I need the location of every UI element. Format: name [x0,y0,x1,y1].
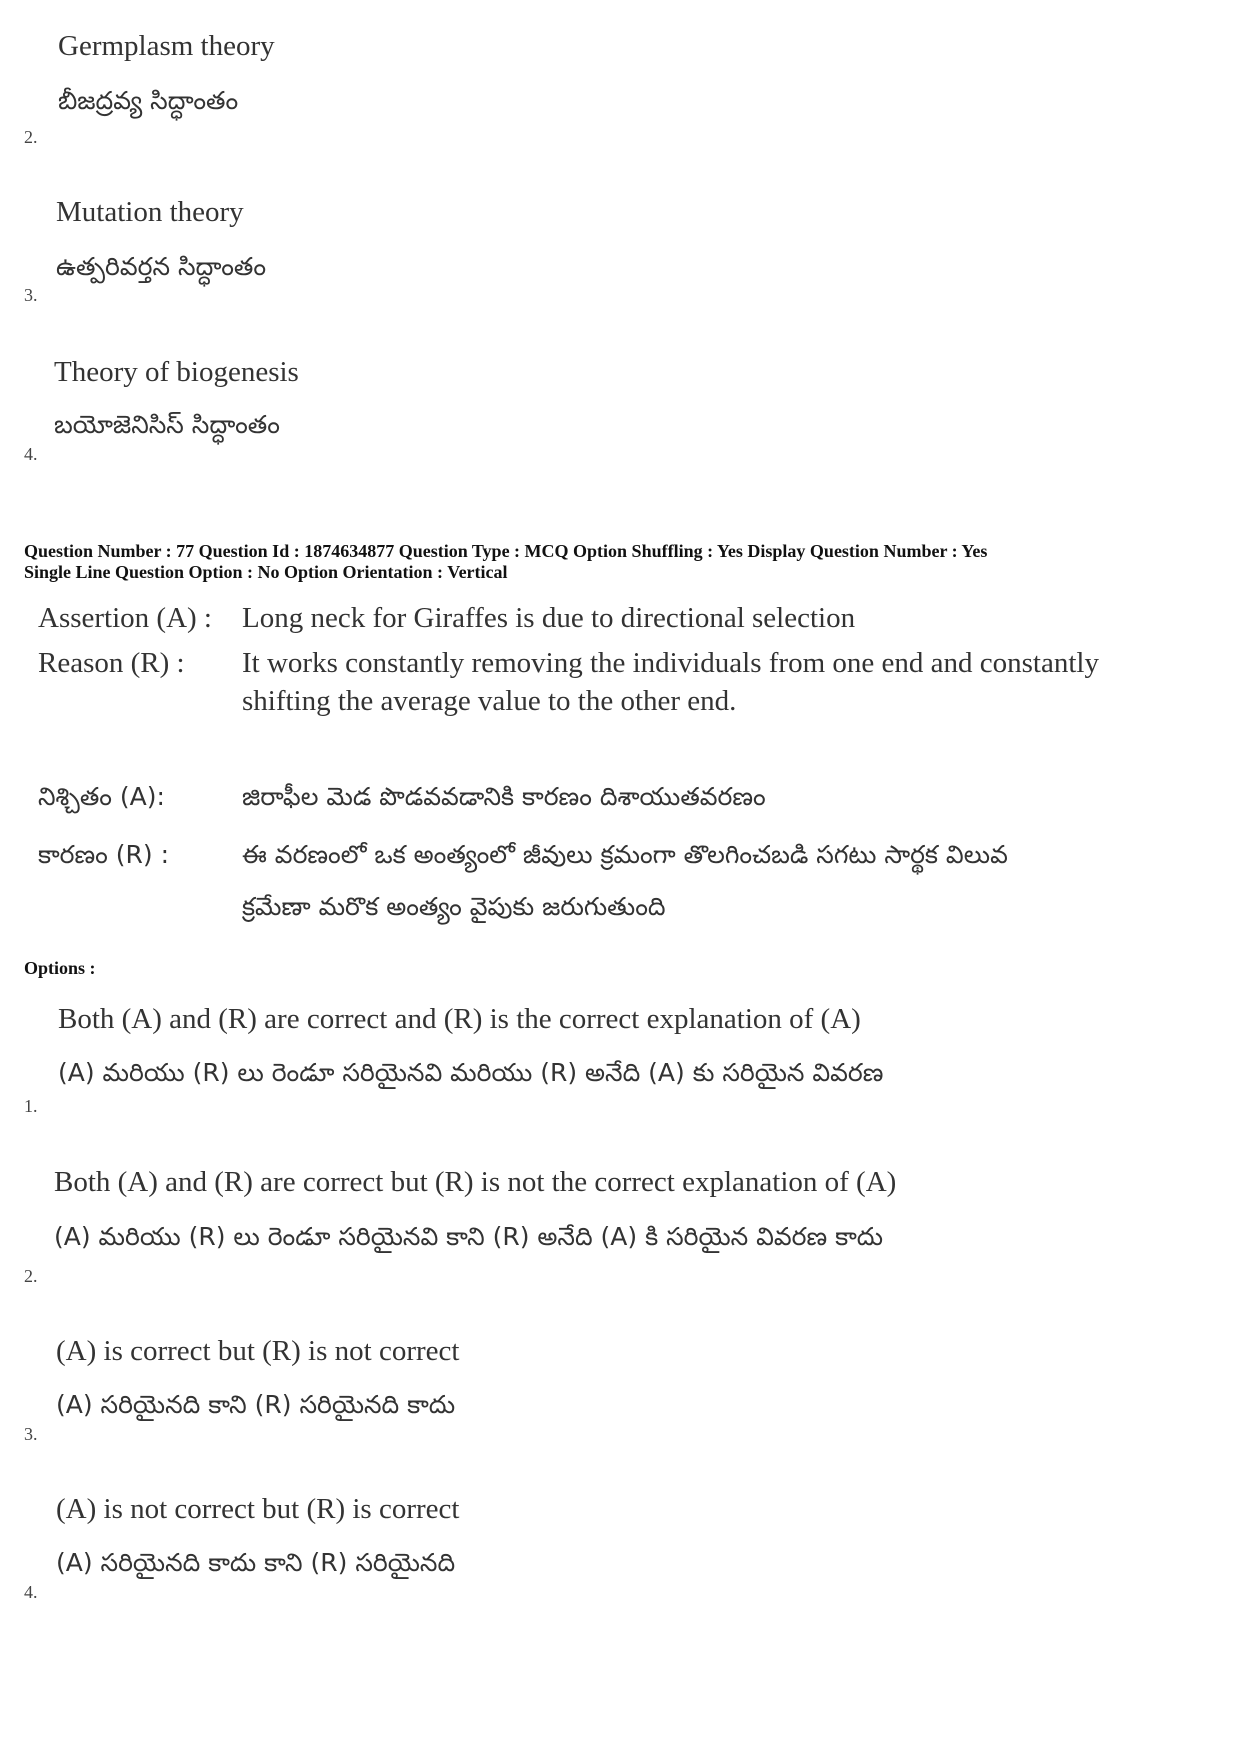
telugu-assertion-text: జిరాఫీల మెడ పొడవవడానికి కారణం దిశాయుతవరణం [242,782,766,811]
option-3-telugu: (A) సరియైనది కాని (R) సరియైనది కాదు [56,1390,456,1419]
prev-option-3-english: Mutation theory [56,196,244,228]
option-1-telugu: (A) మరియు (R) లు రెండూ సరియైనవి మరియు (R) అనేది (A) కు సరియైన వివరణ [58,1058,884,1087]
prev-option-2-english: Germplasm theory [58,30,275,62]
reason-text-line-2: shifting the average value to the other end. [242,685,737,717]
option-1-number: 1. [24,1096,38,1116]
question-meta-line-1: Question Number : 77 Question Id : 1874634877 Question Type : MCQ Option Shuffling : Yes Display Question Number : Yes [24,541,988,561]
telugu-reason-text-line-1: ఈ వరణంలో ఒక అంత్యంలో జీవులు క్రమంగా తొలగించబడి సగటు సార్థక విలువ [242,840,1008,869]
options-label: Options : [24,958,96,978]
option-2-telugu: (A) మరియు (R) లు రెండూ సరియైనవి కాని (R) అనేది (A) కి సరియైన వివరణ కాదు [54,1222,884,1251]
assertion-label: Assertion (A) : [38,602,212,634]
option-2-number: 2. [24,1266,38,1286]
option-3-english: (A) is correct but (R) is not correct [56,1335,460,1367]
option-4-english: (A) is not correct but (R) is correct [56,1493,460,1525]
prev-option-4-english: Theory of biogenesis [54,356,299,388]
reason-label: Reason (R) : [38,647,185,679]
question-meta-line-2: Single Line Question Option : No Option Orientation : Vertical [24,562,508,582]
option-4-number: 4. [24,1582,38,1602]
prev-option-3-number: 3. [24,285,38,305]
prev-option-2-telugu: బీజద్రవ్య సిద్ధాంతం [58,86,239,115]
option-2-english: Both (A) and (R) are correct but (R) is not the correct explanation of (A) [54,1166,897,1198]
option-4-telugu: (A) సరియైనది కాదు కాని (R) సరియైనది [56,1548,456,1577]
telugu-assertion-label: నిశ్చితం (A): [38,782,165,811]
prev-option-3-telugu: ఉత్పరివర్తన సిద్ధాంతం [56,252,267,281]
reason-text-line-1: It works constantly removing the individuals from one end and constantly [242,647,1099,679]
telugu-reason-text-line-2: క్రమేణా మరొక అంత్యం వైపుకు జరుగుతుంది [242,892,666,921]
prev-option-4-number: 4. [24,444,38,464]
assertion-text: Long neck for Giraffes is due to directional selection [242,602,856,634]
prev-option-2-number: 2. [24,127,38,147]
option-3-number: 3. [24,1424,38,1444]
telugu-reason-label: కారణం (R) : [38,840,170,869]
prev-option-4-telugu: బయోజెనిసిస్ సిద్ధాంతం [54,410,280,439]
option-1-english: Both (A) and (R) are correct and (R) is the correct explanation of (A) [58,1003,861,1035]
